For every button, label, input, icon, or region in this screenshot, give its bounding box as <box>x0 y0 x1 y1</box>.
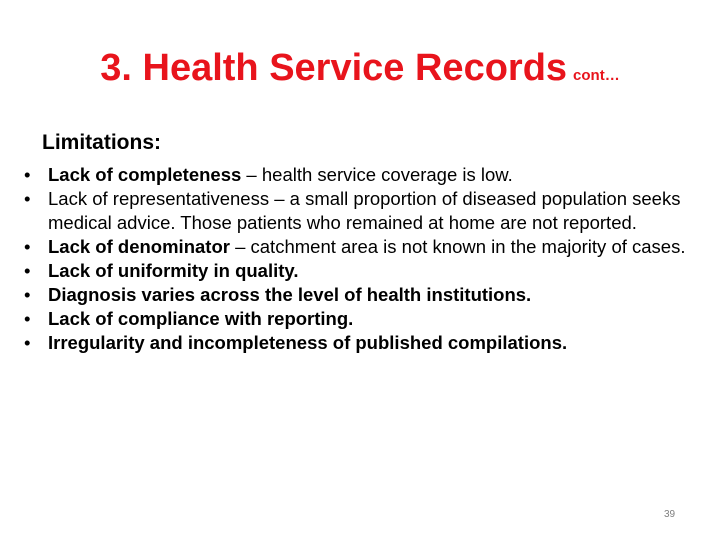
list-item <box>22 283 698 307</box>
list-item-bold: Lack of compliance with reporting. <box>48 308 354 329</box>
bullet-icon: • <box>24 164 31 185</box>
list-item <box>22 163 698 187</box>
bullet-icon: • <box>24 332 31 353</box>
list-item <box>22 259 698 283</box>
list-item-bold: Diagnosis varies across the level of health institutions. <box>48 284 532 305</box>
list-item-bold: Irregularity and incompleteness of published compilations. <box>48 332 568 353</box>
page-number: 39 <box>664 509 676 520</box>
bullet-icon: • <box>24 236 31 257</box>
list-item-bold: Lack of denominator <box>48 236 230 257</box>
bullet-icon: • <box>24 188 31 209</box>
list-item-bold: Lack of uniformity in quality. <box>48 260 299 281</box>
list-item-text: – health service coverage is low. <box>241 164 513 185</box>
list-item <box>22 187 698 235</box>
bullet-icon: • <box>24 260 31 281</box>
list-item-text: Lack of representativeness – a small proportion of diseased population seeks medical advice. Those patients who remained at home are not reported. <box>48 188 681 233</box>
bullet-icon: • <box>24 308 31 329</box>
list-item <box>22 235 698 259</box>
slide-title-main: 3. Health Service Records <box>100 47 568 89</box>
list-item-bold: Lack of completeness <box>48 164 242 185</box>
bullet-icon: • <box>24 284 31 305</box>
limitations-list <box>22 163 698 355</box>
list-item <box>22 331 698 355</box>
section-heading: Limitations: <box>42 131 161 154</box>
list-item-text: – catchment area is not known in the majority of cases. <box>229 236 686 257</box>
list-item <box>22 307 698 331</box>
slide-title <box>0 44 720 100</box>
slide-title-suffix: cont… <box>573 67 620 84</box>
